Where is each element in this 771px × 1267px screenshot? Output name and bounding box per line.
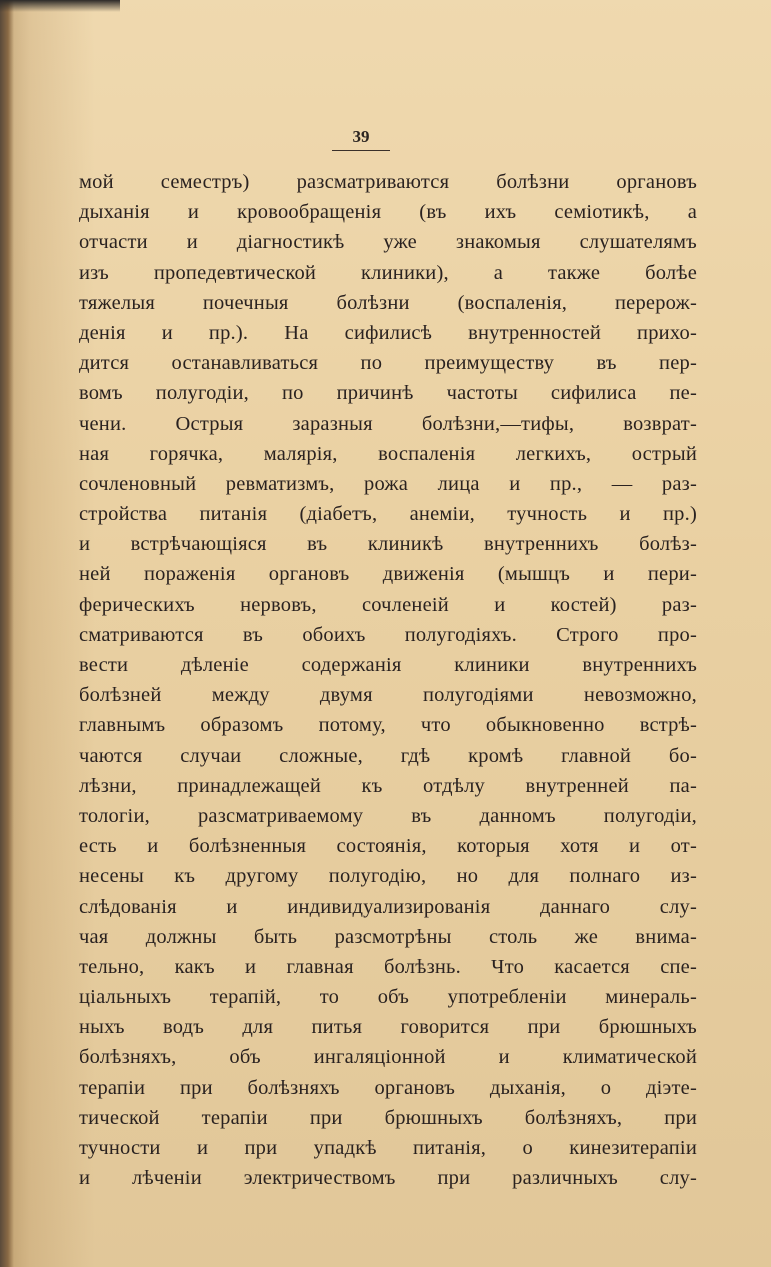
page-number-rule — [332, 150, 390, 151]
text-line-12: стройства питанія (діабетъ, анеміи, тучность и пр.) — [79, 503, 697, 526]
text-line-22: тологіи, разсматриваемому въ данномъ полугодіи, — [79, 804, 697, 827]
text-line-7: дится останавливаться по преимуществу въ пер- — [79, 352, 697, 375]
text-line-5: тяжелыя почечныя болѣзни (воспаленія, перерож- — [79, 291, 697, 314]
binding-shadow — [0, 0, 14, 1267]
text-line-21: лѣзни, принадлежащей къ отдѣлу внутренней па- — [79, 774, 697, 797]
text-line-23: есть и болѣзненныя состоянія, которыя хотя и от- — [79, 835, 697, 858]
text-line-26: чая должны быть разсмотрѣны столь же внима- — [79, 925, 697, 948]
text-line-31: терапіи при болѣзняхъ органовъ дыханія, о діэте- — [79, 1076, 697, 1099]
scan-edge — [0, 0, 120, 12]
text-line-17: вести дѣленіе содержанія клиники внутреннихъ — [79, 654, 697, 676]
text-line-30: болѣзняхъ, объ ингаляціонной и климатической — [79, 1046, 697, 1069]
text-line-2: дыханія и кровообращенія (въ ихъ семіотикѣ, а — [79, 201, 697, 224]
text-line-18: болѣзней между двумя полугодіями невозможно, — [79, 684, 697, 707]
text-line-28: ціальныхъ терапій, то объ употребленіи минераль- — [79, 986, 697, 1009]
body-text — [79, 167, 697, 1193]
text-line-6: денія и пр.). На сифилисѣ внутренностей прихо- — [79, 321, 697, 344]
text-line-15: ферическихъ нервовъ, сочленеій и костей) раз- — [79, 593, 697, 616]
text-line-14: ней пораженія органовъ движенія (мышцъ и пери- — [79, 563, 697, 586]
text-line-19: главнымъ образомъ потому, что обыкновенно встрѣ- — [79, 714, 697, 737]
text-line-4: изъ пропедевтической клиники), а также болѣе — [79, 261, 697, 284]
text-line-33: тучности и при упадкѣ питанія, о кинезитерапіи — [79, 1137, 697, 1159]
text-line-27: тельно, какъ и главная болѣзнь. Что касается спе- — [79, 955, 697, 978]
text-line-32: тической терапіи при брюшныхъ болѣзняхъ, при — [79, 1106, 697, 1129]
text-line-13: и встрѣчающіяся въ клиникѣ внутреннихъ болѣз- — [79, 533, 697, 556]
text-line-11: сочленовный ревматизмъ, рожа лица и пр., — раз- — [79, 472, 697, 495]
text-line-24: несены къ другому полугодію, но для полнаго из- — [79, 865, 697, 888]
text-line-10: ная горячка, малярія, воспаленія легкихъ, острый — [79, 442, 697, 465]
text-line-3: отчасти и діагностикѣ уже знакомыя слушателямъ — [79, 231, 697, 254]
page-number: 39 — [352, 127, 370, 146]
text-line-25: слѣдованія и индивидуализированія даннаго слу- — [79, 895, 697, 918]
text-line-34: и лѣченіи электричествомъ при различныхъ слу- — [79, 1167, 697, 1190]
text-line-8: вомъ полугодіи, по причинѣ частоты сифилиса пе- — [79, 382, 697, 405]
text-line-20: чаются случаи сложные, гдѣ кромѣ главной бо- — [79, 744, 697, 767]
text-line-9: чени. Острыя заразныя болѣзни,—тифы, возврат- — [79, 412, 697, 435]
text-line-1: мой семестръ) разсматриваются болѣзни органовъ — [79, 171, 697, 193]
text-line-29: ныхъ водъ для питья говорится при брюшныхъ — [79, 1016, 697, 1039]
text-line-16: сматриваются въ обоихъ полугодіяхъ. Строго про- — [79, 623, 697, 646]
